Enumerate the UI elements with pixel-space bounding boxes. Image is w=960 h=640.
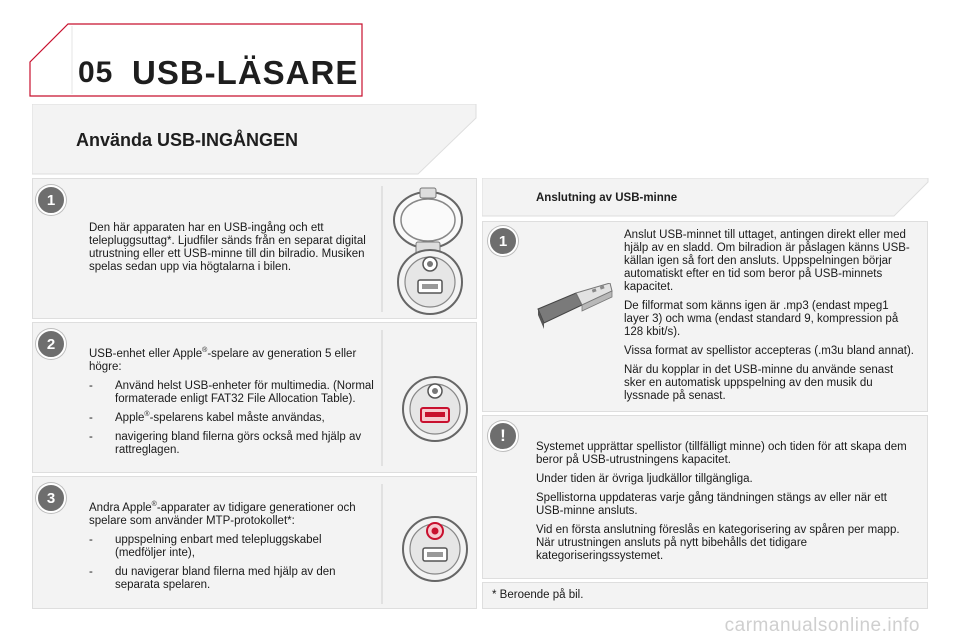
step-2-badge: 2 (36, 329, 66, 359)
left-dividers (380, 186, 384, 606)
usb-stick-icon (532, 283, 614, 333)
usb-stick-paragraph: De filformat som känns igen är .mp3 (endast mpeg1 layer 3) och wma (endast standard 9, kompression på 128 kbit/s). (624, 300, 899, 338)
step-3-bullet: - du navigerar bland filerna med hjälp av den separata spelaren. (89, 566, 336, 591)
step-1-intro: Den här apparaten har en USB-ingång och ett telepluggsuttag*. Ljudfiler sänds från en separat digital utrustning eller ett USB-minne till din bilradio. Musiken spelas sedan upp via högtalarna i bilen. (89, 222, 366, 273)
step-3-text (89, 502, 374, 598)
usb-stick-paragraph: När du kopplar in det USB-minne du använde senast sker en automatisk uppspelning av den musik du lyssnade på senast. (624, 364, 894, 402)
usb-port-highlighted-icon (396, 370, 474, 448)
usb-stick-paragraph: Anslut USB-minnet till uttaget, antingen direkt eller med hjälp av en sladd. Om bilradion är påslagen känns USB-källan igen så fort den ansluts. Uppspelningen börjar automatiskt efter en tid som beror på USB-minnets kapacitet. (624, 229, 910, 293)
warning-paragraph: Vid en första anslutning föreslås en kategorisering av spåren per mapp. När utrustningen ansluts på nytt bibehålls det tidigare kategoriseringssystemet. (536, 524, 900, 562)
step-3-badge: 3 (36, 483, 66, 513)
step-2-intro: USB-enhet eller Apple®-spelare av generation 5 eller högre: (89, 347, 357, 373)
aux-jack-highlighted-icon (396, 510, 474, 588)
section-title: Använda USB-INGÅNGEN (76, 130, 299, 150)
chapter-number: 05 (78, 56, 114, 89)
usb-stick-step-badge: 1 (488, 226, 518, 256)
warning-paragraph: Under tiden är övriga ljudkällor tillgängliga. (536, 473, 753, 485)
step-2-text (89, 348, 374, 463)
step-2-bullet: - Använd helst USB-enheter för multimedia. (Normal formaterade enligt FAT32 File Allocation Table). (89, 380, 374, 405)
step-2-bullet: - navigering bland filerna görs också med hjälp av rattreglagen. (89, 431, 362, 456)
watermark: carmanualsonline.info (724, 615, 920, 636)
usb-stick-text (624, 229, 916, 409)
usb-socket-open-lid-icon (386, 184, 474, 316)
footnote: * Beroende på bil. (492, 589, 584, 601)
step-3-bullet: - uppspelning enbart med telepluggskabel (medföljer inte), (89, 534, 322, 559)
warning-icon: ! (488, 421, 518, 451)
chapter-title: USB-LÄSARE (132, 54, 359, 91)
step-1-text (89, 222, 374, 280)
warning-paragraph: Systemet upprättar spellistor (tillfälligt minne) och tiden för att skapa dem beror på USB-utrustningens kapacitet. (536, 441, 907, 466)
step-1-badge: 1 (36, 185, 66, 215)
step-2-bullet: - Apple®-spelarens kabel måste användas, (89, 411, 325, 424)
usb-stick-subtitle: Anslutning av USB-minne (536, 192, 678, 204)
step-3-intro: Andra Apple®-apparater av tidigare generationer och spelare som använder MTP-protokollet*: (89, 501, 356, 527)
usb-stick-paragraph: Vissa format av spellistor accepteras (.m3u bland annat). (624, 345, 914, 357)
warning-paragraph: Spellistorna uppdateras varje gång tändningen stängs av eller när ett USB-minne ansluts. (536, 492, 887, 517)
warning-text (536, 441, 916, 569)
